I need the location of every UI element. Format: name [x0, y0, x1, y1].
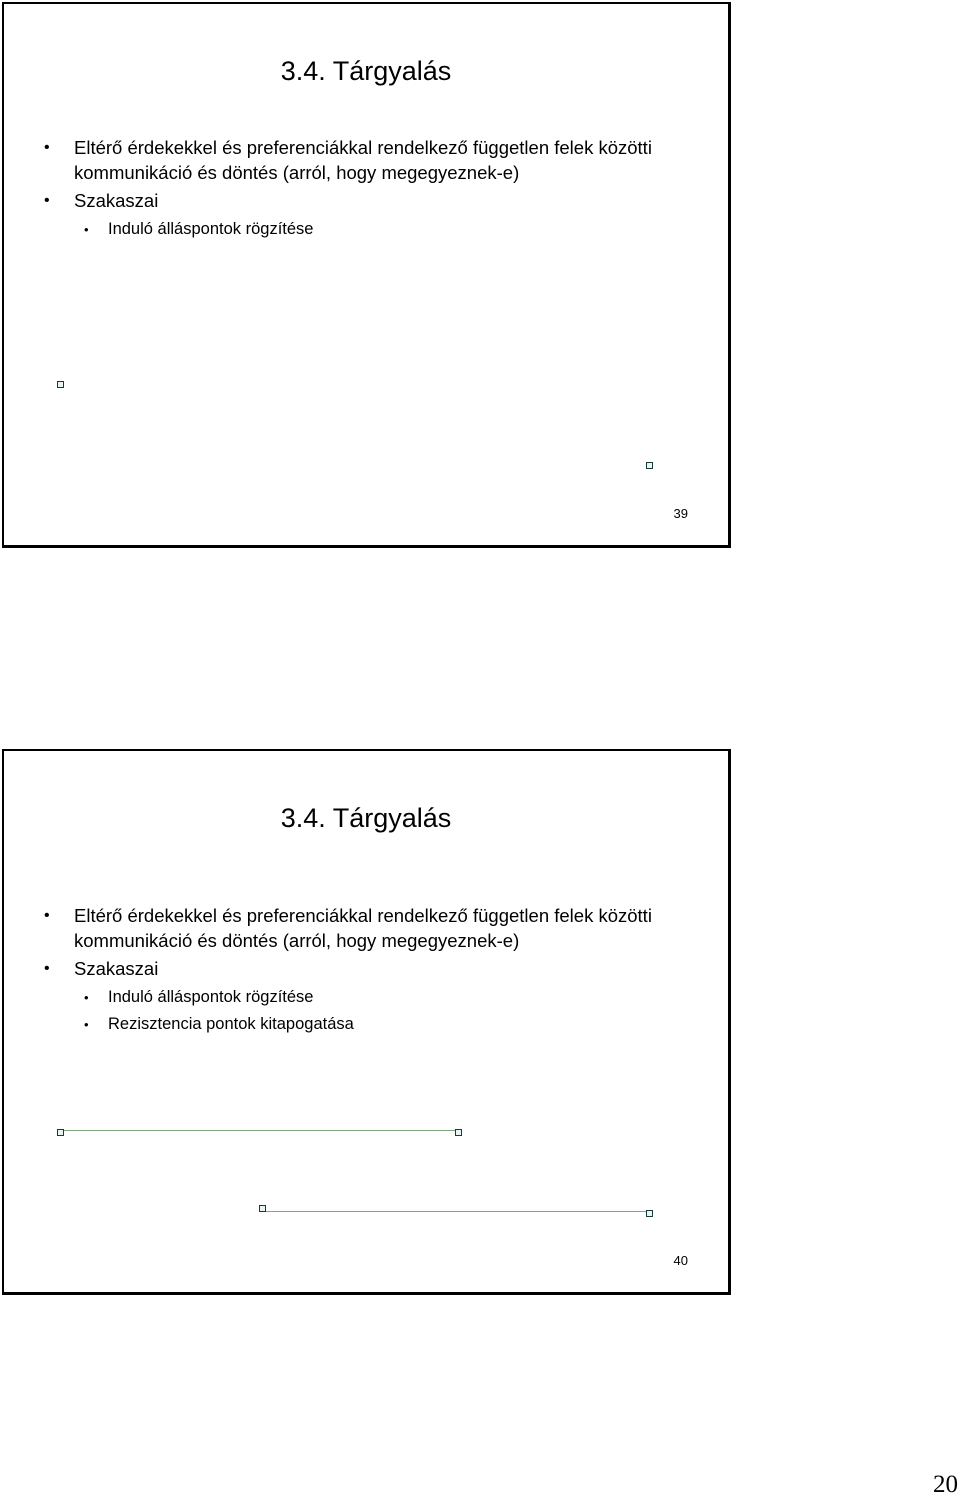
bullet-text: Szakaszai	[74, 190, 159, 211]
slide-40	[2, 749, 731, 1295]
bullet-text: Eltérő érdekekkel és preferenciákkal rendelkező független felek közötti kommunikáció és döntés (arról, hogy megegyeznek-e)	[74, 137, 652, 183]
slide-39	[2, 2, 731, 548]
sub-bullet-list	[108, 216, 684, 243]
sub-bullet-item: • Rezisztencia pontok kitapogatása	[78, 1011, 684, 1038]
slide-title: 3.4. Tárgyalás	[280, 803, 452, 833]
bullet-stages	[44, 956, 684, 1038]
connector-line-lower[interactable]	[266, 1211, 650, 1212]
line-end-handle[interactable]	[646, 1210, 653, 1217]
line-end-handle[interactable]	[455, 1129, 462, 1136]
slide-title: 3.4. Tárgyalás	[280, 56, 452, 86]
line-start-handle[interactable]	[259, 1205, 266, 1212]
page-number: 40	[673, 1253, 688, 1268]
bullet-list	[44, 135, 684, 246]
sub-bullet-item: • Induló álláspontok rögzítése	[78, 984, 684, 1011]
bullet-stages	[44, 188, 684, 243]
bullet-definition	[44, 135, 684, 185]
page-number: 39	[673, 506, 688, 521]
connector-line-upper[interactable]	[62, 1130, 458, 1131]
bullet-text: Eltérő érdekekkel és preferenciákkal rendelkező független felek közötti kommunikáció és döntés (arról, hogy megegyeznek-e)	[74, 905, 652, 951]
sheet-page-number: 20	[933, 1471, 958, 1498]
bullet-list	[44, 903, 684, 1041]
sub-bullet-list	[108, 984, 684, 1038]
line-start-handle[interactable]	[57, 1129, 64, 1136]
bullet-definition	[44, 903, 684, 953]
line-start-handle[interactable]	[57, 381, 64, 388]
bullet-text: Szakaszai	[74, 958, 159, 979]
sub-bullet-item: • Induló álláspontok rögzítése	[78, 216, 684, 243]
line-end-handle[interactable]	[646, 462, 653, 469]
